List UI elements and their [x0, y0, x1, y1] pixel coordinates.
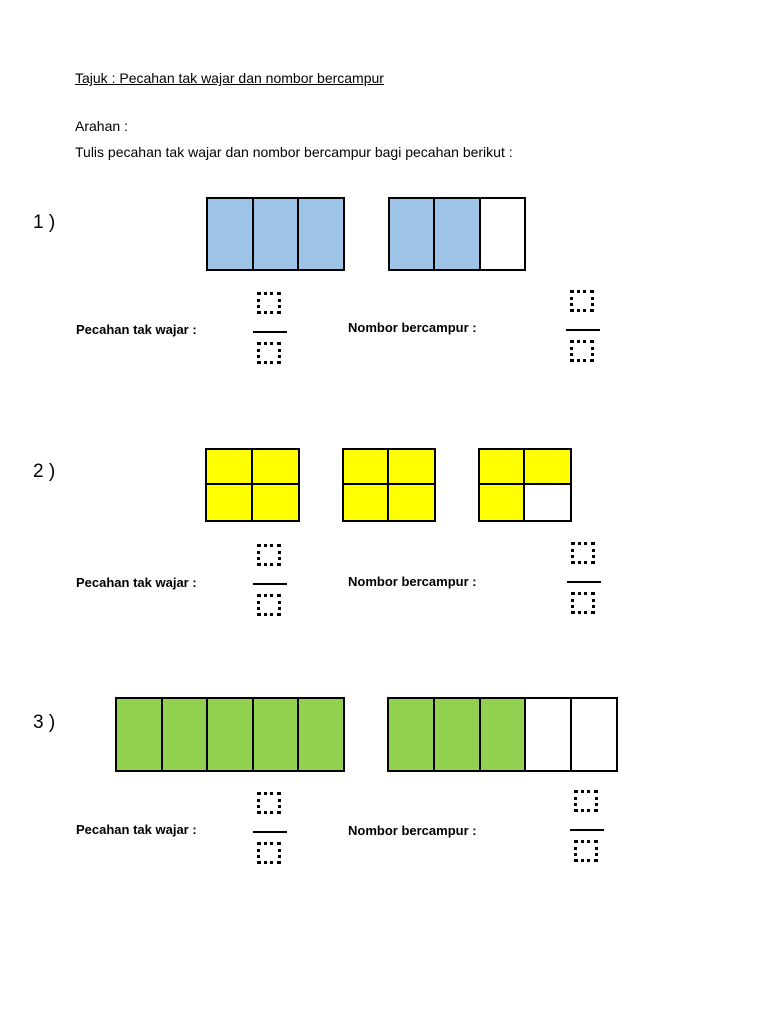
- q2-mixed-label: Nombor bercampur :: [348, 574, 477, 589]
- q1-mixed-label: Nombor bercampur :: [348, 320, 477, 335]
- fraction-line: [570, 829, 604, 831]
- numerator-input-box[interactable]: [571, 542, 595, 564]
- shaded-part: [254, 199, 300, 269]
- fraction-line: [253, 331, 287, 333]
- shaded-part: [254, 699, 300, 770]
- q2-improper-answer[interactable]: [253, 544, 287, 622]
- unshaded-part: [525, 485, 570, 520]
- instruction-heading: Arahan :: [75, 118, 128, 134]
- shaded-part: [299, 699, 343, 770]
- shaded-part: [389, 450, 434, 485]
- shaded-part: [390, 199, 435, 269]
- q3-improper-label: Pecahan tak wajar :: [76, 822, 197, 837]
- question-1-number: 1 ): [33, 212, 56, 233]
- denominator-input-box[interactable]: [257, 842, 281, 864]
- q1-mixed-answer[interactable]: [566, 290, 600, 368]
- numerator-input-box[interactable]: [257, 292, 281, 314]
- shaded-part: [207, 485, 253, 520]
- shaded-part: [208, 199, 254, 269]
- q3-mixed-label: Nombor bercampur :: [348, 823, 477, 838]
- shaded-part: [525, 450, 570, 485]
- q3-fraction-bar-1: [115, 697, 345, 772]
- denominator-input-box[interactable]: [574, 840, 598, 862]
- unshaded-part: [572, 699, 616, 770]
- shaded-part: [207, 450, 253, 485]
- question-2-number: 2 ): [33, 461, 56, 482]
- q2-improper-label: Pecahan tak wajar :: [76, 575, 197, 590]
- fraction-line: [566, 329, 600, 331]
- shaded-part: [435, 199, 480, 269]
- shaded-part: [253, 485, 299, 520]
- q3-improper-answer[interactable]: [253, 792, 287, 870]
- question-3-number: 3 ): [33, 712, 56, 733]
- denominator-input-box[interactable]: [257, 342, 281, 364]
- shaded-part: [117, 699, 163, 770]
- denominator-input-box[interactable]: [257, 594, 281, 616]
- page-title: Tajuk : Pecahan tak wajar dan nombor bercampur: [75, 70, 384, 86]
- numerator-input-box[interactable]: [570, 290, 594, 312]
- shaded-part: [480, 450, 525, 485]
- fraction-line: [567, 581, 601, 583]
- unshaded-part: [526, 699, 572, 770]
- shaded-part: [163, 699, 209, 770]
- q3-mixed-answer[interactable]: [570, 790, 604, 868]
- numerator-input-box[interactable]: [574, 790, 598, 812]
- shaded-part: [435, 699, 481, 770]
- numerator-input-box[interactable]: [257, 792, 281, 814]
- q1-fraction-bar-1: [206, 197, 345, 271]
- shaded-part: [253, 450, 299, 485]
- shaded-part: [480, 485, 525, 520]
- q3-fraction-bar-2: [387, 697, 618, 772]
- q2-fraction-square-2: [342, 448, 436, 522]
- fraction-line: [253, 583, 287, 585]
- shaded-part: [389, 699, 435, 770]
- shaded-part: [208, 699, 254, 770]
- shaded-part: [344, 485, 389, 520]
- q1-fraction-bar-2: [388, 197, 526, 271]
- fraction-line: [253, 831, 287, 833]
- q2-fraction-square-3: [478, 448, 572, 522]
- denominator-input-box[interactable]: [571, 592, 595, 614]
- shaded-part: [481, 699, 527, 770]
- shaded-part: [389, 485, 434, 520]
- q1-improper-answer[interactable]: [253, 292, 287, 370]
- shaded-part: [344, 450, 389, 485]
- q2-mixed-answer[interactable]: [567, 542, 601, 620]
- shaded-part: [299, 199, 343, 269]
- denominator-input-box[interactable]: [570, 340, 594, 362]
- instruction-text: Tulis pecahan tak wajar dan nombor bercampur bagi pecahan berikut :: [75, 144, 513, 160]
- unshaded-part: [481, 199, 524, 269]
- numerator-input-box[interactable]: [257, 544, 281, 566]
- q1-improper-label: Pecahan tak wajar :: [76, 322, 197, 337]
- q2-fraction-square-1: [205, 448, 300, 522]
